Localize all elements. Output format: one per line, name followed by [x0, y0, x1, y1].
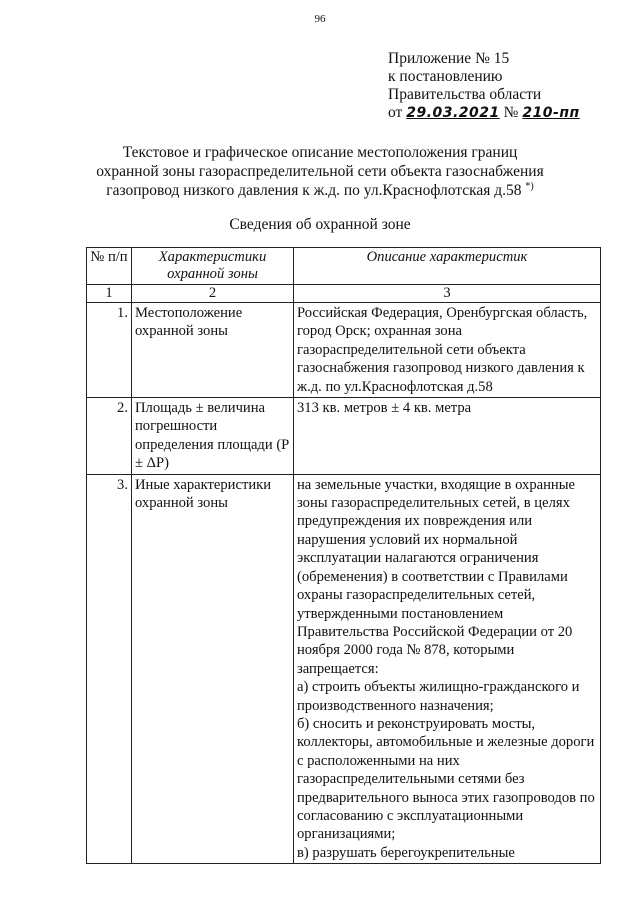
appendix-line-3: Правительства области [388, 86, 542, 103]
column-number-row [87, 285, 601, 303]
handwritten-number: 210-пп [522, 105, 580, 121]
row-number: 3. [87, 474, 132, 864]
section-subtitle: Сведения об охранной зоне [229, 216, 411, 233]
handwritten-date: 29.03.2021 [406, 105, 500, 121]
number-sign: № [503, 104, 519, 121]
row-description-clip [297, 476, 597, 863]
restriction-item-c: в) разрушать берегоукрепительные [297, 844, 515, 861]
restriction-item-b: б) сносить и реконструировать мосты, коллекторы, автомобильные и железные дороги с расположенными на них газораспределительными сетями без предварительного выноса этих газопроводов по согласованию с эксплуатационными организациями; [297, 715, 595, 843]
table-row [87, 398, 601, 475]
appendix-line-1: Приложение № 15 [388, 50, 510, 67]
row-characteristic: Местоположение охранной зоны [132, 303, 294, 398]
col-number-1: 1 [87, 285, 132, 303]
col-number-2: 2 [132, 285, 294, 303]
header-description: Описание характеристик [294, 248, 601, 285]
row-description: Российская Федерация, Оренбургская область, город Орск; охранная зона газораспределительной сети объекта газоснабжения газопровод низкого давления к ж.д. по ул.Краснофлотская д.58 [294, 303, 601, 398]
appendix-line-2: к постановлению [388, 68, 503, 85]
row-number: 1. [87, 303, 132, 398]
row-characteristic: Иные характеристики охранной зоны [132, 474, 294, 864]
table-header-row [87, 248, 601, 285]
row-description-cell [294, 474, 601, 864]
date-prefix: от [388, 104, 403, 121]
title-line-2: охранной зоны газораспределительной сети объекта газоснабжения [96, 163, 544, 180]
appendix-block [388, 50, 580, 122]
header-characteristics: Характеристики охранной зоны [132, 248, 294, 285]
table-row [87, 474, 601, 864]
row-description: на земельные участки, входящие в охранные зоны газораспределительных сетей, в целях предупреждения их повреждения или нарушения условий их нормальной эксплуатации налагаются ограничения (обременения) в соответствии с Правилами охраны газораспределительных сетей, утвержденными постановлением Правительства Российской Федерации от 20 ноября 2000 года № 878, которыми запрещается: [297, 476, 576, 677]
header-num: № п/п [87, 248, 132, 285]
document-title [90, 143, 550, 200]
title-line-1: Текстовое и графическое описание местоположения границ [122, 144, 518, 161]
row-number: 2. [87, 398, 132, 475]
table-row [87, 303, 601, 398]
col-number-3: 3 [294, 285, 601, 303]
page-number: 96 [314, 13, 326, 25]
zone-table [86, 247, 601, 864]
row-characteristic: Площадь ± величина погрешности определения площади (Р ± ΔР) [132, 398, 294, 475]
appendix-date-line [388, 104, 580, 122]
title-line-3-text: газопровод низкого давления к ж.д. по ул.Краснофлотская д.58 [106, 182, 522, 199]
footnote-mark: *) [525, 180, 534, 192]
restriction-item-a: а) строить объекты жилищно-гражданского и производственного назначения; [297, 679, 580, 714]
row-description: 313 кв. метров ± 4 кв. метра [294, 398, 601, 475]
title-line-3 [90, 181, 550, 200]
